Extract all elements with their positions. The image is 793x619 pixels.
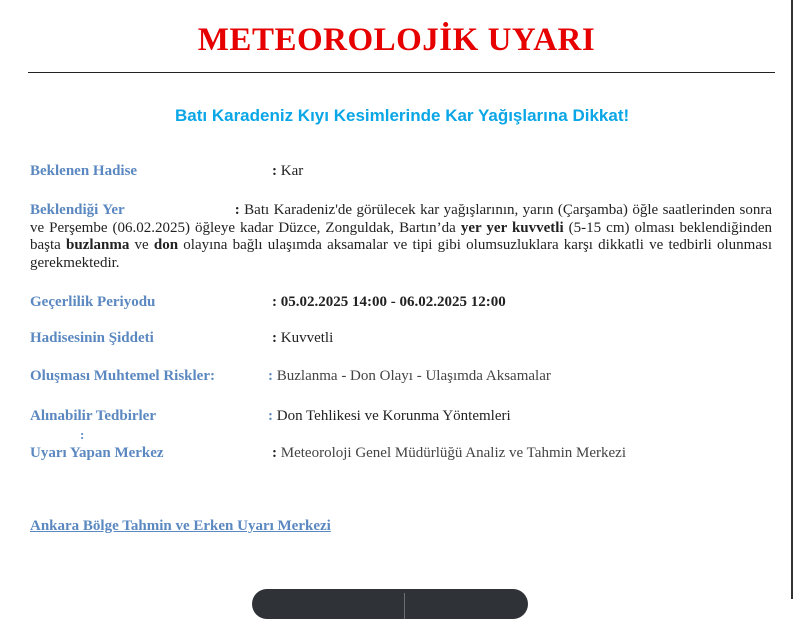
warning-subtitle: Batı Karadeniz Kıyı Kesimlerinde Kar Yağışlarına Dikkat!: [175, 106, 630, 125]
expected-event-text: Kar: [277, 163, 304, 179]
label-validity-period: Geçerlilik Periyodu: [30, 294, 156, 310]
location-bold-1: yer yer kuvvetli: [460, 219, 564, 236]
colon: :: [272, 445, 277, 461]
value-validity-period: : 05.02.2025 14:00 - 06.02.2025 12:00: [272, 294, 506, 310]
expected-location-paragraph: [30, 202, 772, 272]
severity-text: Kuvvetli: [277, 330, 334, 346]
value-possible-risks: [268, 368, 551, 385]
label-expected-location: Beklendiği Yer: [30, 202, 125, 218]
toolbar-divider: [404, 593, 405, 619]
colon: :: [234, 202, 240, 218]
precautions-text: Don Tehlikesi ve Korunma Yöntemleri: [273, 408, 511, 424]
issuing-center-text: Meteoroloji Genel Müdürlüğü Analiz ve Tahmin Merkezi: [277, 445, 627, 461]
location-text-1: Batı Karadeniz'de görülecek kar yağışlarının, yarın (Çarşamba) öğle saatlerinden sonra ve Perşembe (06.02.2025) öğleye kadar Düzce, Zonguldak, Bartın’da: [30, 202, 772, 236]
location-text-3: ve: [129, 237, 154, 253]
page-title: METEOROLOJİK UYARI: [197, 22, 596, 58]
value-precautions: [268, 408, 511, 425]
label-possible-risks: Oluşması Muhtemel Riskler:: [30, 368, 215, 384]
label-precautions: Alınabilir Tedbirler: [30, 408, 156, 424]
location-bold-2: buzlanma: [66, 237, 130, 253]
label-expected-event: Beklenen Hadise: [30, 163, 138, 179]
possible-risks-text: Buzlanma - Don Olayı - Ulaşımda Aksamalar: [273, 368, 551, 384]
colon: :: [272, 330, 277, 346]
colon: :: [268, 368, 273, 384]
location-bold-3: don: [153, 237, 179, 253]
location-text-4: olayına bağlı ulaşımda aksamalar ve tipi gibi olumsuzluklara karşı dikkatli ve tedbirli olunması gerekmektedir.: [30, 237, 772, 271]
location-text-2: (5-15 cm) olması beklendiğinden başta: [30, 219, 772, 253]
colon: :: [268, 408, 273, 424]
value-issuing-center: [272, 445, 626, 462]
value-expected-event: [272, 163, 303, 180]
label-severity: Hadisesinin Şiddeti: [30, 330, 154, 346]
stray-colon: :: [80, 427, 85, 442]
title-divider: [28, 72, 775, 73]
value-severity: [272, 330, 333, 347]
floating-toolbar[interactable]: [252, 589, 528, 619]
colon: :: [272, 163, 277, 179]
regional-center-link[interactable]: Ankara Bölge Tahmin ve Erken Uyarı Merkezi: [30, 518, 331, 534]
label-issuing-center: Uyarı Yapan Merkez: [30, 445, 164, 461]
